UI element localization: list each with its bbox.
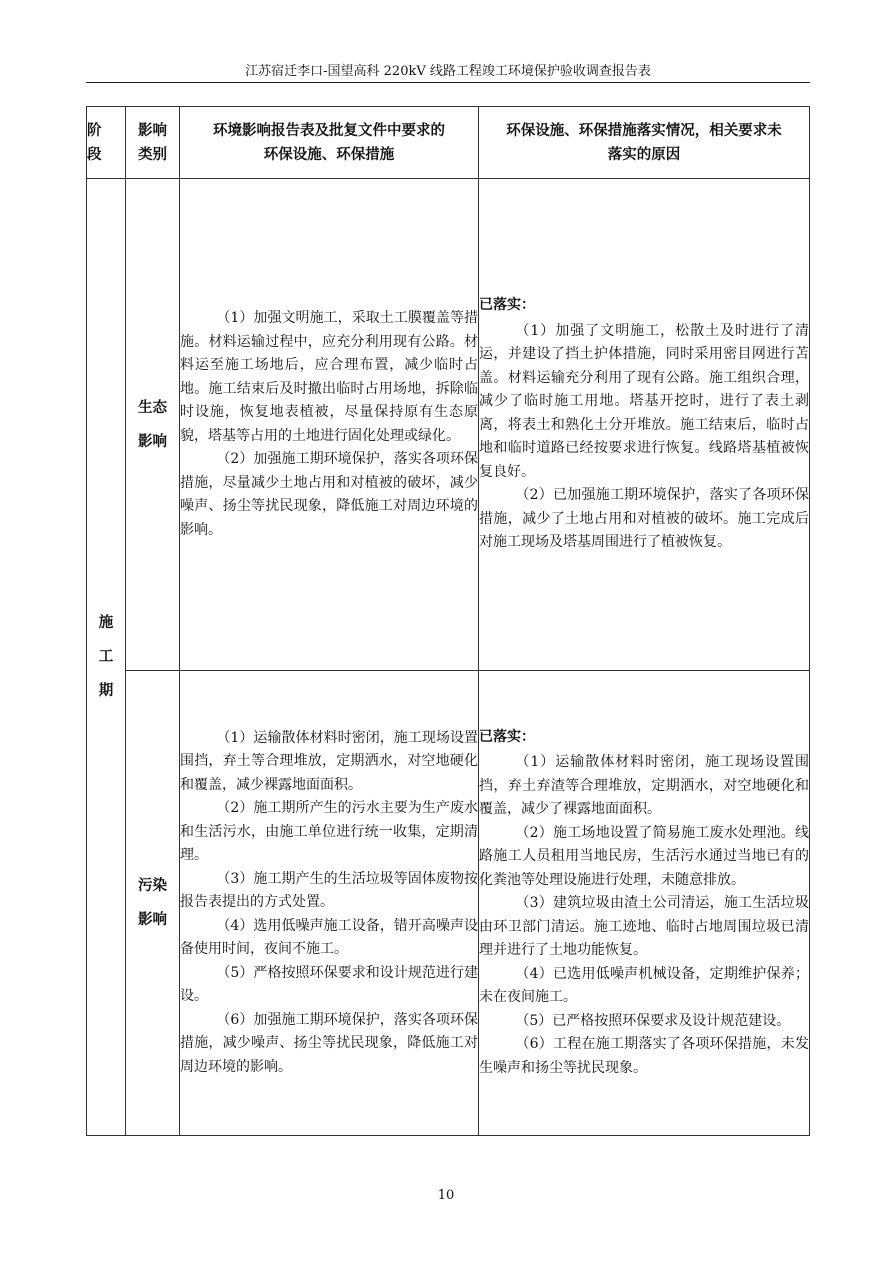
inspection-table (86, 106, 810, 1136)
implementation-item: （2）已加强施工期环境保护，落实了各项环保措施，减少了土地占用和对植被的破坏。施工完成后对施工现场及塔基周围进行了植被恢复。 (479, 487, 809, 551)
requirement-item: （1）加强文明施工，采取土工膜覆盖等措施。材料运输过程中，应充分利用现有公路。材料运至施工场地后，应合理布置，减少临时占地。施工结束后及时撤出临时占用场地，拆除临时设施，恢复地表植被，尽量保持原有生态原貌，塔基等占用的土地进行固化处理或绿化。 (180, 310, 478, 444)
requirement-item: （3）施工期产生的生活垃圾等固体废物按报告表提出的方式处置。 (180, 870, 478, 911)
stage-char: 施 (98, 615, 114, 631)
column-header-requirements-line: 环保设施、环保措施 (263, 146, 395, 163)
requirement-item: （4）选用低噪声施工设备，错开高噪声设备使用时间，夜间不施工。 (180, 917, 478, 958)
impact-type-char: 影响 (138, 433, 167, 450)
column-header-impact-line: 影响 (138, 122, 167, 139)
implementation-pollution (479, 671, 810, 1136)
impact-type-ecological (126, 179, 180, 671)
implementation-item: （1）运输散体材料时密闭，施工现场设置围挡，弃土弃渣等合理堆放，定期洒水，对空地硬化和覆盖，减少了裸露地面面积。 (479, 754, 809, 818)
requirement-item: （5）严格按照环保要求和设计规范进行建设。 (180, 964, 478, 1005)
implementation-item: （3）建筑垃圾由渣土公司清运，施工生活垃圾由环卫部门清运。施工迹地、临时占地周围垃圾已清理并进行了土地功能恢复。 (479, 895, 809, 959)
header-divider (86, 82, 810, 83)
requirements-pollution (180, 671, 479, 1136)
requirement-item: （2）加强施工期环境保护，落实各项环保措施，尽量减少土地占用和对植被的破坏，减少噪声、扬尘等扰民现象，降低施工对周边环境的影响。 (180, 451, 478, 538)
implementation-item: （4）已选用低噪声机械设备，定期维护保养；未在夜间施工。 (479, 965, 809, 1006)
page-header-title: 江苏宿迁李口-国望高科 220kV 线路工程竣工环境保护验收调查报告表 (245, 64, 651, 79)
column-header-stage-line: 段 (87, 146, 102, 163)
implementation-item: （1）加强了文明施工，松散土及时进行了清运，并建设了挡土护体措施，同时采用密目网进行苫盖。材料运输充分利用了现有公路。施工组织合理，减少了临时施工用地。塔基开挖时，进行了表土剥离，将表土和熟化土分开堆放。施工结束后，临时占地和临时道路已经按要求进行恢复。线路塔基植被恢复良好。 (479, 322, 809, 480)
column-header-requirements (180, 107, 479, 179)
column-header-stage (87, 107, 126, 179)
stage-char: 期 (98, 683, 114, 699)
stage-label-construction (87, 179, 126, 1136)
impact-type-char: 生态 (138, 399, 167, 416)
column-header-stage-line: 阶 (87, 122, 102, 139)
implementation-item: （5）已严格按照环保要求及设计规范建设。 (515, 1012, 791, 1029)
implementation-ecological (479, 179, 810, 671)
requirement-item: （1）运输散体材料时密闭，施工现场设置围挡，弃土等合理堆放，定期洒水，对空地硬化和覆盖，减少裸露地面面积。 (180, 729, 478, 793)
column-header-requirements-line: 环境影响报告表及批复文件中要求的 (213, 122, 445, 139)
column-header-implementation-line: 环保设施、环保措施落实情况，相关要求未 (506, 122, 782, 139)
implementation-item: （6）工程在施工期落实了各项环保措施，未发生噪声和扬尘等扰民现象。 (479, 1036, 809, 1076)
impact-type-char: 污染 (138, 878, 167, 894)
implementation-item: （2）施工场地设置了简易施工废水处理池。线路施工人员租用当地民房，生活污水通过当地已有的化粪池等处理设施进行处理，未随意排放。 (479, 824, 809, 888)
column-header-impact-type (126, 107, 180, 179)
impact-type-pollution (126, 671, 180, 1136)
implementation-status: 已落实： (479, 728, 535, 745)
table-header-row (87, 107, 810, 179)
requirement-item: （2）施工期所产生的污水主要为生产废水和生活污水，由施工单位进行统一收集，定期清理。 (180, 800, 478, 864)
implementation-status: 已落实： (479, 297, 535, 314)
stage-char: 工 (98, 649, 114, 665)
table-row-ecological (87, 179, 810, 671)
requirements-ecological (180, 179, 479, 671)
column-header-impact-line: 类别 (138, 146, 167, 163)
page-number: 10 (437, 1188, 455, 1203)
impact-type-char: 影响 (138, 912, 167, 928)
column-header-implementation (479, 107, 810, 179)
table-row-pollution (87, 671, 810, 1136)
requirement-item: （6）加强施工期环境保护，落实各项环保措施，减少噪声、扬尘等扰民现象，降低施工对周边环境的影响。 (180, 1011, 478, 1075)
column-header-implementation-line: 落实的原因 (607, 146, 681, 163)
